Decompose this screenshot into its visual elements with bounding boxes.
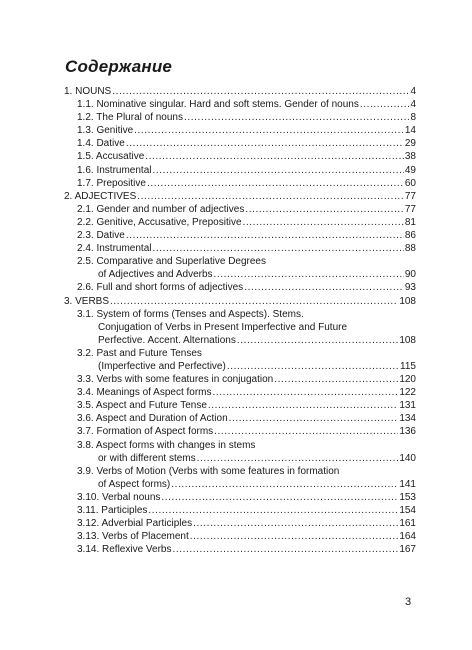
dot-leader bbox=[126, 137, 404, 150]
toc-entry-page: 136 bbox=[399, 426, 416, 438]
toc-entry-page: 77 bbox=[404, 190, 416, 202]
toc-entry bbox=[64, 530, 416, 543]
toc-entry-page: 122 bbox=[399, 387, 416, 399]
dot-leader bbox=[148, 504, 398, 517]
toc-entry bbox=[64, 347, 416, 360]
dot-leader bbox=[193, 517, 398, 530]
toc-entry bbox=[64, 177, 416, 190]
toc-entry-page: 108 bbox=[399, 334, 416, 346]
toc-entry-page: 161 bbox=[399, 518, 416, 530]
toc-entry-title: 3.9. Verbs of Motion (Verbs with some features in formation bbox=[77, 465, 340, 477]
toc-entry-page: 14 bbox=[404, 125, 416, 137]
toc-entry bbox=[64, 334, 416, 347]
toc-entry-page: 49 bbox=[404, 164, 416, 176]
toc-entry-title: of Aspect forms) bbox=[98, 478, 171, 490]
toc-entry bbox=[64, 281, 416, 294]
toc-entry-title: 3.4. Meanings of Aspect forms bbox=[77, 387, 212, 399]
toc-entry-title: 3.5. Aspect and Future Tense bbox=[77, 400, 207, 412]
toc-entry bbox=[64, 268, 416, 281]
toc-entry-title: 3. VERBS bbox=[64, 295, 110, 307]
toc-entry-title: 3.10. Verbal nouns bbox=[77, 491, 161, 503]
dot-leader bbox=[214, 425, 398, 438]
dot-leader bbox=[360, 98, 410, 111]
dot-leader bbox=[190, 530, 399, 543]
toc-entry-page: 81 bbox=[404, 216, 416, 228]
toc-entry-page: 131 bbox=[399, 400, 416, 412]
toc-entry-title: Perfective. Accent. Alternations bbox=[98, 334, 236, 346]
toc-entry bbox=[64, 425, 416, 438]
dot-leader bbox=[244, 281, 404, 294]
toc-entry-page: 60 bbox=[404, 177, 416, 189]
dot-leader bbox=[173, 543, 399, 556]
dot-leader bbox=[152, 242, 403, 255]
toc-entry-title: 1.4. Dative bbox=[77, 138, 125, 150]
toc-entry-title: 2.5. Comparative and Superlative Degrees bbox=[77, 256, 266, 268]
toc-entry bbox=[64, 98, 416, 111]
toc-entry bbox=[64, 85, 416, 98]
toc-entry-page: 29 bbox=[404, 138, 416, 150]
toc-entry bbox=[64, 543, 416, 556]
toc-entry-page: 88 bbox=[404, 243, 416, 255]
toc-entry-title: 1.1. Nominative singular. Hard and soft stems. Gender of nouns bbox=[77, 99, 359, 111]
dot-leader bbox=[197, 452, 399, 465]
toc-entry bbox=[64, 124, 416, 137]
dot-leader bbox=[145, 150, 404, 163]
toc-entry-title: 1.5. Accusative bbox=[77, 151, 145, 163]
dot-leader bbox=[274, 373, 398, 386]
table-of-contents bbox=[64, 85, 416, 556]
toc-entry-title: 3.12. Adverbial Participles bbox=[77, 518, 193, 530]
toc-entry-page: 140 bbox=[399, 452, 416, 464]
dot-leader bbox=[134, 124, 404, 137]
dot-leader bbox=[214, 268, 404, 281]
toc-entry-title: 2.6. Full and short forms of adjectives bbox=[77, 282, 244, 294]
toc-entry-page: 167 bbox=[399, 544, 416, 556]
toc-entry-page: 4 bbox=[410, 86, 416, 97]
toc-entry-title: 2. ADJECTIVES bbox=[64, 190, 137, 202]
toc-entry bbox=[64, 203, 416, 216]
page-title: Содержание bbox=[65, 57, 173, 76]
toc-entry bbox=[64, 164, 416, 177]
toc-entry-title: 1.2. The Plural of nouns bbox=[77, 112, 183, 124]
dot-leader bbox=[227, 360, 399, 373]
toc-entry bbox=[64, 295, 416, 308]
toc-entry-page: 90 bbox=[404, 269, 416, 281]
toc-entry bbox=[64, 255, 416, 268]
dot-leader bbox=[237, 334, 398, 347]
toc-entry bbox=[64, 111, 416, 124]
toc-entry-title: 3.1. System of forms (Tenses and Aspects). Stems. bbox=[77, 308, 304, 320]
toc-entry-title: 2.4. Instrumental bbox=[77, 243, 152, 255]
toc-entry bbox=[64, 452, 416, 465]
toc-entry bbox=[64, 517, 416, 530]
toc-entry bbox=[64, 412, 416, 425]
toc-entry-title: 3.14. Reflexive Verbs bbox=[77, 544, 172, 556]
toc-entry-title: 1. NOUNS bbox=[64, 86, 112, 97]
toc-entry-title: 1.6. Instrumental bbox=[77, 164, 152, 176]
toc-entry-title: 3.6. Aspect and Duration of Action bbox=[77, 413, 228, 425]
page-number: 3 bbox=[405, 596, 412, 608]
dot-leader bbox=[229, 412, 399, 425]
dot-leader bbox=[137, 190, 404, 203]
toc-entry-page: 141 bbox=[399, 478, 416, 490]
dot-leader bbox=[213, 386, 399, 399]
toc-entry bbox=[64, 373, 416, 386]
toc-entry-page: 154 bbox=[399, 505, 416, 516]
toc-entry bbox=[64, 216, 416, 229]
dot-leader bbox=[126, 229, 404, 242]
toc-entry-title: Conjugation of Verbs in Present Imperfective and Future bbox=[98, 321, 348, 333]
toc-entry bbox=[64, 399, 416, 412]
toc-entry bbox=[64, 137, 416, 150]
dot-leader bbox=[243, 216, 404, 229]
dot-leader bbox=[161, 491, 398, 504]
toc-entry-title: of Adjectives and Adverbs bbox=[98, 269, 213, 281]
toc-entry-page: 38 bbox=[404, 151, 416, 163]
dot-leader bbox=[245, 203, 404, 216]
toc-entry-title: 3.13. Verbs of Placement bbox=[77, 531, 189, 543]
toc-entry-page: 108 bbox=[399, 295, 416, 307]
dot-leader bbox=[184, 111, 409, 124]
toc-entry-title: (Imperfective and Perfective) bbox=[98, 360, 226, 372]
toc-entry-title: 3.11. Participles bbox=[77, 505, 148, 516]
toc-entry-page: 134 bbox=[399, 413, 416, 425]
toc-entry-page: 153 bbox=[399, 491, 416, 503]
toc-entry bbox=[64, 439, 416, 452]
toc-entry-title: 3.8. Aspect forms with changes in stems bbox=[77, 439, 256, 451]
toc-entry-title: 1.7. Prepositive bbox=[77, 177, 146, 189]
toc-entry-title: 1.3. Genitive bbox=[77, 125, 134, 137]
toc-entry-title: 2.3. Dative bbox=[77, 230, 125, 242]
dot-leader bbox=[208, 399, 398, 412]
toc-entry bbox=[64, 242, 416, 255]
toc-entry-title: 3.7. Formation of Aspect forms bbox=[77, 426, 214, 438]
toc-entry-title: 3.2. Past and Future Tenses bbox=[77, 347, 202, 359]
toc-entry-page: 8 bbox=[410, 112, 416, 124]
toc-entry-page: 93 bbox=[404, 282, 416, 294]
toc-entry-page: 77 bbox=[404, 203, 416, 215]
toc-entry-page: 4 bbox=[410, 99, 416, 111]
toc-entry-page: 86 bbox=[404, 230, 416, 242]
toc-entry bbox=[64, 321, 416, 334]
toc-entry bbox=[64, 504, 416, 517]
dot-leader bbox=[147, 177, 404, 190]
toc-entry-title: or with different stems bbox=[98, 452, 196, 464]
toc-entry-title: 2.2. Genitive, Accusative, Prepositive bbox=[77, 216, 242, 228]
toc-entry-title: 3.3. Verbs with some features in conjugation bbox=[77, 374, 274, 386]
toc-entry bbox=[64, 229, 416, 242]
toc-entry bbox=[64, 478, 416, 491]
dot-leader bbox=[171, 478, 398, 491]
toc-entry bbox=[64, 491, 416, 504]
toc-entry bbox=[64, 386, 416, 399]
toc-entry bbox=[64, 308, 416, 321]
toc-entry bbox=[64, 465, 416, 478]
toc-entry-page: 115 bbox=[400, 360, 416, 372]
toc-entry bbox=[64, 150, 416, 163]
toc-entry bbox=[64, 190, 416, 203]
toc-entry-page: 164 bbox=[399, 531, 416, 543]
toc-entry-page: 120 bbox=[399, 374, 416, 386]
toc-entry-title: 2.1. Gender and number of adjectives bbox=[77, 203, 245, 215]
dot-leader bbox=[112, 85, 409, 98]
dot-leader bbox=[110, 295, 398, 308]
dot-leader bbox=[152, 164, 403, 177]
toc-entry bbox=[64, 360, 416, 373]
